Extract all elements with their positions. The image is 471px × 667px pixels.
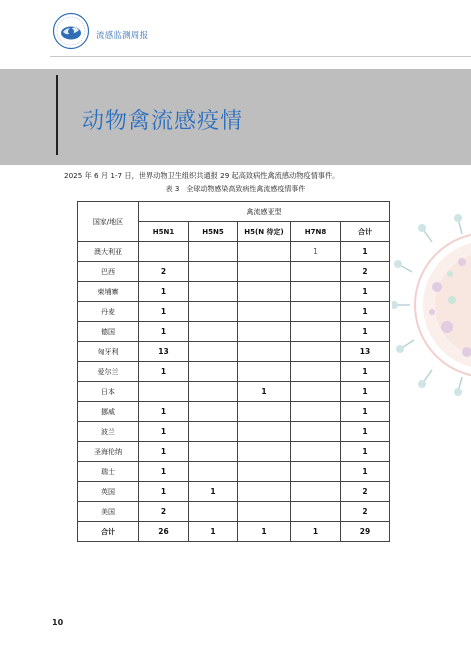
value-cell: 2 <box>341 482 390 502</box>
value-cell <box>189 382 238 402</box>
value-cell <box>238 482 291 502</box>
region-cell: 圣海伦纳 <box>78 442 139 462</box>
value-cell <box>139 382 189 402</box>
emblem-logo-icon <box>52 12 90 50</box>
page-number: 10 <box>52 618 64 627</box>
value-cell: 1 <box>291 242 341 262</box>
value-cell <box>238 402 291 422</box>
value-cell <box>291 302 341 322</box>
value-cell: 1 <box>189 522 238 542</box>
value-cell: 1 <box>341 282 390 302</box>
value-cell <box>291 262 341 282</box>
value-cell <box>238 502 291 522</box>
value-cell <box>291 282 341 302</box>
region-cell: 澳大利亚 <box>78 242 139 262</box>
value-cell <box>189 402 238 422</box>
value-cell <box>291 342 341 362</box>
value-cell <box>291 322 341 342</box>
value-cell: 1 <box>139 322 189 342</box>
region-cell: 丹麦 <box>78 302 139 322</box>
table-row <box>78 262 390 282</box>
value-cell <box>238 342 291 362</box>
table-total-row <box>78 522 390 542</box>
value-cell: 13 <box>341 342 390 362</box>
value-cell: 2 <box>139 262 189 282</box>
value-cell: 1 <box>238 522 291 542</box>
value-cell <box>291 502 341 522</box>
value-cell <box>189 442 238 462</box>
region-cell: 瑞士 <box>78 462 139 482</box>
region-cell: 柬埔寨 <box>78 282 139 302</box>
value-cell <box>291 422 341 442</box>
value-cell <box>238 462 291 482</box>
region-column-header: 国家/地区 <box>78 202 139 242</box>
region-cell: 爱尔兰 <box>78 362 139 382</box>
column-header: H5N5 <box>189 222 238 242</box>
table-body <box>78 242 390 542</box>
value-cell: 1 <box>139 462 189 482</box>
value-cell: 1 <box>238 382 291 402</box>
table-row <box>78 342 390 362</box>
region-cell: 匈牙利 <box>78 342 139 362</box>
value-cell: 1 <box>139 362 189 382</box>
region-cell: 美国 <box>78 502 139 522</box>
value-cell: 1 <box>341 242 390 262</box>
value-cell: 2 <box>341 502 390 522</box>
value-cell: 29 <box>341 522 390 542</box>
avian-flu-events-table <box>77 201 390 542</box>
table-row <box>78 482 390 502</box>
value-cell <box>189 342 238 362</box>
subtype-group-header: 禽流感亚型 <box>139 202 390 222</box>
value-cell <box>291 382 341 402</box>
value-cell <box>189 462 238 482</box>
value-cell <box>189 262 238 282</box>
value-cell <box>189 502 238 522</box>
value-cell <box>189 242 238 262</box>
table-row <box>78 362 390 382</box>
value-cell: 26 <box>139 522 189 542</box>
value-cell: 1 <box>341 402 390 422</box>
table-row <box>78 402 390 422</box>
table-row <box>78 462 390 482</box>
table-row <box>78 242 390 262</box>
total-label: 合计 <box>78 522 139 542</box>
value-cell: 1 <box>341 382 390 402</box>
value-cell <box>238 302 291 322</box>
value-cell: 1 <box>341 362 390 382</box>
value-cell <box>189 362 238 382</box>
value-cell <box>189 302 238 322</box>
value-cell: 1 <box>341 442 390 462</box>
table-row <box>78 382 390 402</box>
region-cell: 日本 <box>78 382 139 402</box>
value-cell: 2 <box>139 502 189 522</box>
value-cell <box>238 262 291 282</box>
value-cell: 1 <box>139 482 189 502</box>
intro-paragraph: 2025 年 6 月 1-7 日，世界动物卫生组织共通报 29 起高致病性禽流感动物疫情事件。 <box>64 171 340 180</box>
region-cell: 巴西 <box>78 262 139 282</box>
value-cell <box>291 482 341 502</box>
value-cell: 1 <box>189 482 238 502</box>
section-title: 动物禽流感疫情 <box>82 109 244 134</box>
region-cell: 挪威 <box>78 402 139 422</box>
table-row <box>78 282 390 302</box>
value-cell: 1 <box>139 422 189 442</box>
value-cell: 1 <box>341 462 390 482</box>
value-cell <box>291 362 341 382</box>
region-cell: 德国 <box>78 322 139 342</box>
table-row <box>78 322 390 342</box>
column-header: 合计 <box>341 222 390 242</box>
section-banner <box>0 69 471 165</box>
value-cell <box>189 422 238 442</box>
banner-accent-bar <box>56 75 58 155</box>
value-cell <box>238 442 291 462</box>
value-cell <box>238 362 291 382</box>
column-header: H5N1 <box>139 222 189 242</box>
value-cell <box>189 322 238 342</box>
table-row <box>78 502 390 522</box>
header-title: 流感监测周报 <box>96 31 149 41</box>
value-cell: 1 <box>139 282 189 302</box>
column-header: H5(N 待定) <box>238 222 291 242</box>
value-cell: 1 <box>139 402 189 422</box>
table-row <box>78 302 390 322</box>
value-cell: 1 <box>139 302 189 322</box>
value-cell <box>238 422 291 442</box>
value-cell <box>291 402 341 422</box>
value-cell: 1 <box>341 422 390 442</box>
region-cell: 英国 <box>78 482 139 502</box>
value-cell: 1 <box>139 442 189 462</box>
region-cell: 波兰 <box>78 422 139 442</box>
value-cell: 1 <box>341 302 390 322</box>
header-divider <box>50 56 471 57</box>
virus-illustration-icon <box>392 212 471 398</box>
value-cell: 1 <box>341 322 390 342</box>
table-caption: 表 3 全球动物感染高致病性禽流感疫情事件 <box>165 185 306 193</box>
value-cell: 1 <box>291 522 341 542</box>
value-cell: 2 <box>341 262 390 282</box>
column-header: H7N8 <box>291 222 341 242</box>
table-row <box>78 442 390 462</box>
value-cell <box>291 462 341 482</box>
value-cell <box>291 442 341 462</box>
table-row <box>78 422 390 442</box>
value-cell <box>189 282 238 302</box>
value-cell <box>238 322 291 342</box>
value-cell <box>139 242 189 262</box>
value-cell <box>238 242 291 262</box>
value-cell: 13 <box>139 342 189 362</box>
value-cell <box>238 282 291 302</box>
